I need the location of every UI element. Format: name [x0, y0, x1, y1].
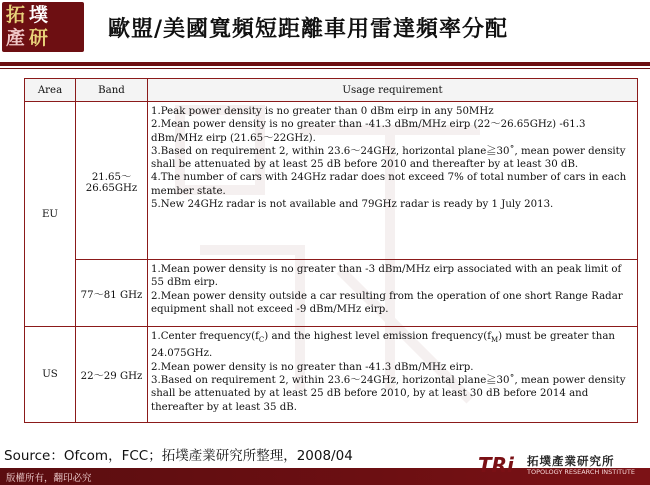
subscript: M	[490, 336, 499, 345]
band-text: 21.65～	[91, 171, 132, 183]
table-header-row	[25, 79, 638, 102]
logo-char: 墣	[29, 4, 49, 26]
tri-logo-mark: TRi	[478, 453, 514, 477]
requirement-item: 3.Based on requirement 2, within 23.6～24GHz, horizontal plane≧30˚, mean power density shall be attenuated by at least 25 dB before 2010 and thereafter by at least 30 dB.	[151, 145, 626, 171]
requirement-item: 5.New 24GHz radar is not available and 79GHz radar is ready by 1 July 2013.	[151, 199, 554, 211]
logo-char: 研	[29, 27, 49, 49]
page-title: 歐盟/美國寬頻短距離車用雷達頻率分配	[108, 16, 509, 42]
band-text: 22～29	[80, 371, 117, 382]
requirement-item: 2.Mean power density is no greater than -41.3 dBm/MHz eirp (22～26.65GHz) -61.3 dBm/MHz eirp (21.65～22GHz).	[151, 119, 586, 144]
requirement-item: 2.Mean power density is no greater than -41.3 dBm/MHz eirp.	[151, 361, 474, 373]
title-divider-thin	[0, 68, 650, 69]
requirement-item: 1.Mean power density is no greater than -3 dBm/MHz eirp associated with an peak limit of 55 dBm eirp.	[151, 264, 622, 289]
area-cell: EU	[25, 102, 76, 327]
band-text: GHz	[119, 371, 143, 382]
band-text: 26.65GHz	[85, 182, 138, 194]
band-cell	[76, 260, 148, 327]
brand-logo	[2, 2, 84, 52]
copyright-notice: 版權所有，翻印必究	[6, 473, 92, 484]
band-text: 77～81	[80, 289, 117, 301]
requirement-item: 3.Based on requirement 2, within 23.6～24GHz, horizontal plane≧30˚, mean power density shall be attenuated by at least 25 dB before 2010, by at least 30 dB before 2014 and thereafter by at least 35 dB.	[151, 374, 626, 413]
source-citation: Source：Ofcom，FCC；拓墣產業研究所整理，2008/04	[4, 448, 353, 464]
requirement-item: 2.Mean power density outside a car resulting from the operation of one short Range Radar equipment shall not exceed -9 dBm/MHz eirp.	[151, 290, 623, 315]
table-row	[25, 327, 638, 423]
tri-logo-name: 拓墣產業研究所	[527, 454, 615, 468]
logo-char: 產	[6, 27, 26, 49]
column-header-area: Area	[25, 79, 76, 102]
tri-logo-english: TOPOLOGY RESEARCH INSTITUTE	[527, 468, 635, 476]
area-cell: US	[25, 327, 76, 423]
table-row	[25, 102, 638, 260]
band-text: GHz	[119, 289, 143, 301]
title-divider	[0, 62, 650, 66]
frequency-allocation-table	[24, 78, 638, 423]
band-cell	[76, 102, 148, 260]
subscript: C	[258, 336, 265, 345]
requirement-item: 4.The number of cars with 24GHz radar does not exceed 7% of total number of cars in each member state.	[151, 172, 627, 197]
table-row	[25, 260, 638, 327]
column-header-usage: Usage requirement	[148, 79, 638, 102]
requirement-text: 1.Center frequency(f	[151, 331, 259, 342]
band-cell	[76, 327, 148, 423]
usage-requirement-cell	[148, 260, 638, 327]
requirement-text: ) must be greater than 24.075GHz.	[151, 331, 615, 360]
requirement-text: ) and the highest level emission frequency(f	[264, 331, 491, 342]
requirement-item	[151, 330, 633, 361]
usage-requirement-cell	[148, 327, 638, 423]
logo-char: 拓	[6, 4, 26, 26]
usage-requirement-cell	[148, 102, 638, 260]
column-header-band: Band	[76, 79, 148, 102]
requirement-item: 1.Peak power density is no greater than 0 dBm eirp in any 50MHz	[151, 106, 494, 117]
